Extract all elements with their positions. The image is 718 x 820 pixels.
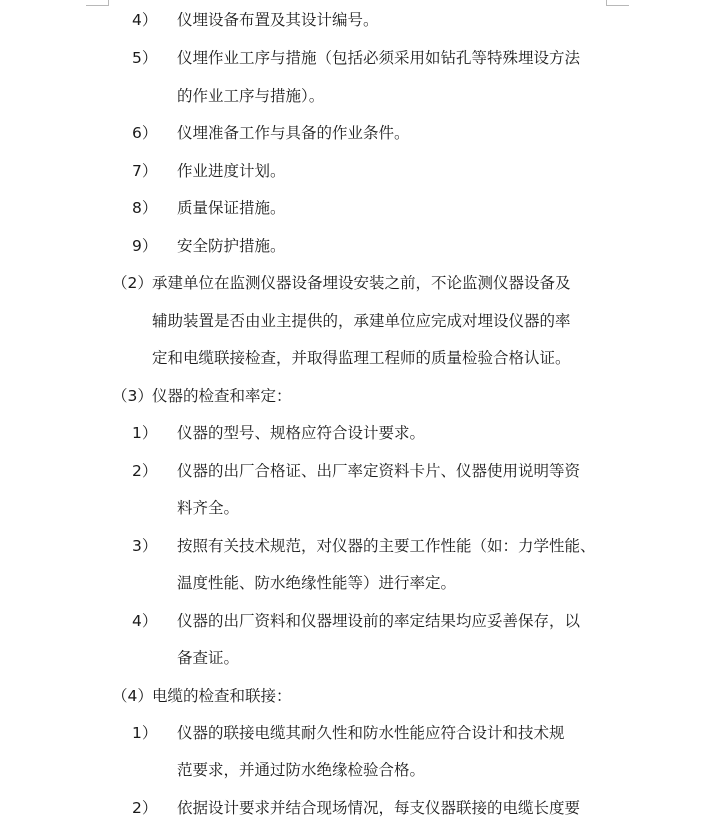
item-text-continued: 范要求，并通过防水绝缘检验合格。 bbox=[177, 761, 426, 779]
section-text-continued: 辅助装置是否由业主提供的，承建单位应完成对埋设仪器的率 bbox=[152, 312, 571, 330]
item-text: 仪埋作业工序与措施（包括必须采用如钻孔等特殊埋设方法 bbox=[177, 49, 581, 67]
item-number: 6） bbox=[132, 124, 158, 142]
item-number: 8） bbox=[132, 199, 158, 217]
item-text: 仪器的型号、规格应符合设计要求。 bbox=[177, 424, 426, 442]
section-text-continued: 定和电缆联接检查，并取得监理工程师的质量检验合格认证。 bbox=[152, 349, 571, 367]
item-number: 2） bbox=[132, 799, 158, 817]
item-text: 作业进度计划。 bbox=[177, 162, 286, 180]
section-number: （2） bbox=[112, 274, 153, 292]
item-text: 仪器的联接电缆其耐久性和防水性能应符合设计和技术规 bbox=[177, 724, 565, 742]
item-number: 1） bbox=[132, 424, 158, 442]
item-text: 仪埋准备工作与具备的作业条件。 bbox=[177, 124, 410, 142]
section-number: （4） bbox=[112, 687, 153, 705]
item-text: 仪器的出厂资料和仪器埋设前的率定结果均应妥善保存，以 bbox=[177, 612, 581, 630]
item-number: 1） bbox=[132, 724, 158, 742]
section-heading: 仪器的检查和率定： bbox=[152, 387, 292, 405]
item-text: 安全防护措施。 bbox=[177, 237, 286, 255]
item-text: 按照有关技术规范，对仪器的主要工作性能（如：力学性能、 bbox=[177, 537, 596, 555]
item-text-continued: 备查证。 bbox=[177, 649, 240, 667]
item-text-continued: 温度性能、防水绝缘性能等）进行率定。 bbox=[177, 574, 457, 592]
item-text-continued: 料齐全。 bbox=[177, 499, 240, 517]
item-number: 4） bbox=[132, 11, 158, 29]
item-text: 仪埋设备布置及其设计编号。 bbox=[177, 11, 379, 29]
section-text: 承建单位在监测仪器设备埋设安装之前，不论监测仪器设备及 bbox=[152, 274, 571, 292]
item-number: 5） bbox=[132, 49, 158, 67]
item-text-continued: 的作业工序与措施）。 bbox=[177, 87, 325, 105]
item-text: 仪器的出厂合格证、出厂率定资料卡片、仪器使用说明等资 bbox=[177, 462, 581, 480]
section-number: （3） bbox=[112, 387, 153, 405]
item-number: 9） bbox=[132, 237, 158, 255]
item-text: 依据设计要求并结合现场情况，每支仪器联接的电缆长度要 bbox=[177, 799, 581, 817]
crop-mark-right bbox=[606, 0, 629, 6]
item-text: 质量保证措施。 bbox=[177, 199, 286, 217]
item-number: 3） bbox=[132, 537, 158, 555]
crop-mark-left bbox=[86, 0, 109, 6]
item-number: 7） bbox=[132, 162, 158, 180]
section-heading: 电缆的检查和联接： bbox=[152, 687, 292, 705]
item-number: 2） bbox=[132, 462, 158, 480]
item-number: 4） bbox=[132, 612, 158, 630]
